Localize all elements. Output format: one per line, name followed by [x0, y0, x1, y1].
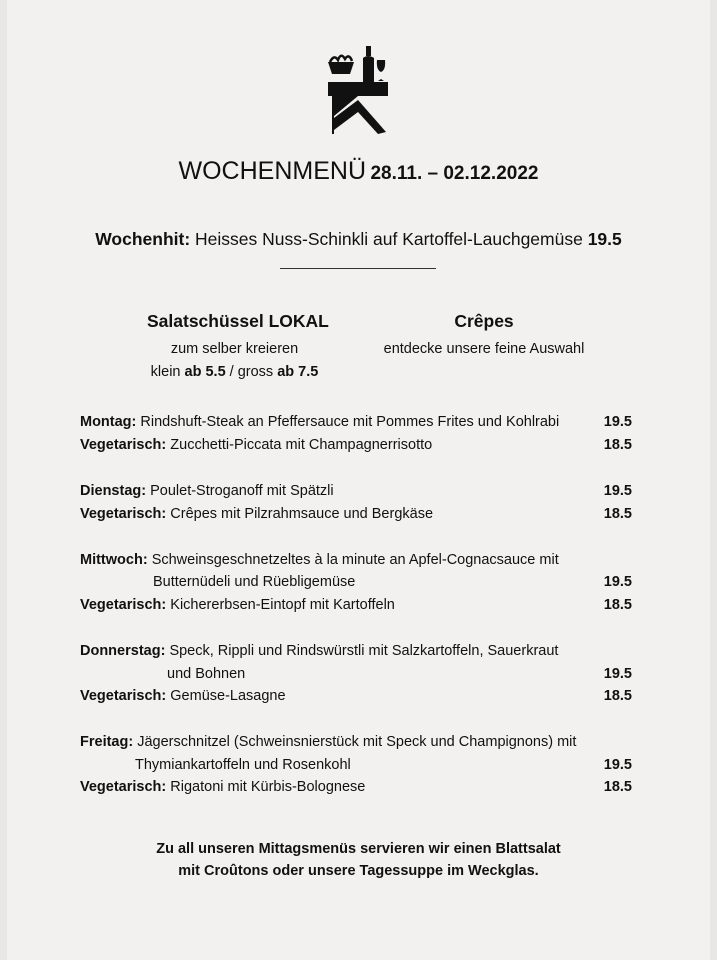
veg-label: Vegetarisch:	[80, 437, 167, 453]
day-price: 19.5	[603, 757, 632, 773]
veg-price: 18.5	[603, 506, 632, 522]
veg-dish: Rigatoni mit Kürbis-Bolognese	[170, 779, 366, 795]
salad-large-price: ab 7.5	[277, 364, 319, 380]
day-dish: Speck, Rippli und Rindswürstli mit Salzkartoffeln, Sauerkraut	[169, 643, 559, 659]
salad-small-label: klein	[150, 364, 181, 380]
day-dish-cont: und Bohnen	[167, 666, 246, 682]
day-label: Freitag:	[80, 734, 134, 750]
salad-prices	[147, 361, 322, 384]
veg-dish: Zucchetti-Piccata mit Champagnerrisotto	[170, 437, 433, 453]
day-price: 19.5	[603, 574, 632, 590]
salad-sub: zum selber kreieren	[170, 341, 299, 357]
salad-small-price: ab 5.5	[184, 364, 226, 380]
veg-row-mittwoch	[80, 597, 632, 617]
veg-row-donnerstag	[80, 688, 632, 708]
menu-page	[7, 0, 710, 960]
day-price: 19.5	[603, 414, 632, 430]
day-row-mittwoch-cont	[80, 574, 632, 594]
veg-dish: Crêpes mit Pilzrahmsauce und Bergkäse	[170, 506, 434, 522]
title-dates: 28.11. – 02.12.2022	[370, 163, 539, 184]
veg-row-dienstag	[80, 506, 632, 526]
day-row-dienstag	[80, 483, 632, 503]
day-row-donnerstag-cont	[80, 666, 632, 686]
day-dish-cont: Butternüdeli und Rüebligemüse	[153, 574, 356, 590]
day-label: Mittwoch:	[80, 552, 148, 568]
veg-label: Vegetarisch:	[80, 688, 167, 704]
title-text: WOCHENMENÜ	[178, 157, 367, 185]
veg-price: 18.5	[603, 779, 632, 795]
day-dish: Schweinsgeschnetzeltes à la minute an Apfel-Cognacsauce mit	[151, 552, 559, 568]
crepes-section	[378, 311, 590, 361]
weekly-hit	[0, 229, 717, 250]
veg-label: Vegetarisch:	[80, 597, 167, 613]
day-dish: Rindshuft-Steak an Pfeffersauce mit Pommes Frites und Kohlrabi	[140, 414, 560, 430]
veg-dish: Kichererbsen-Eintopf mit Kartoffeln	[170, 597, 395, 613]
crepes-sub: entdecke unsere feine Auswahl	[383, 341, 585, 357]
day-label: Dienstag:	[80, 483, 147, 499]
day-dish: Poulet-Stroganoff mit Spätzli	[150, 483, 334, 499]
day-row-mittwoch	[80, 552, 632, 572]
day-price: 19.5	[603, 483, 632, 499]
restaurant-logo-icon	[326, 44, 390, 136]
footer-note	[0, 838, 717, 882]
hit-label: Wochenhit:	[95, 229, 191, 249]
salad-title: Salatschüssel LOKAL	[147, 311, 329, 331]
day-dish-cont: Thymiankartoffeln und Rosenkohl	[135, 757, 351, 773]
day-label: Montag:	[80, 414, 137, 430]
day-row-freitag	[80, 734, 632, 754]
veg-row-montag	[80, 437, 632, 457]
footer-line-1: Zu all unseren Mittagsmenüs servieren wir einen Blattsalat	[156, 841, 561, 857]
veg-price: 18.5	[603, 597, 632, 613]
day-row-donnerstag	[80, 643, 632, 663]
veg-price: 18.5	[603, 688, 632, 704]
separator-rule	[280, 268, 436, 269]
salad-section	[147, 311, 329, 384]
veg-label: Vegetarisch:	[80, 779, 167, 795]
day-dish: Jägerschnitzel (Schweinsnierstück mit Speck und Champignons) mit	[137, 734, 577, 750]
day-label: Donnerstag:	[80, 643, 166, 659]
veg-row-freitag	[80, 779, 632, 799]
veg-label: Vegetarisch:	[80, 506, 167, 522]
day-row-freitag-cont	[80, 757, 632, 777]
hit-price: 19.5	[587, 229, 622, 249]
veg-dish: Gemüse-Lasagne	[170, 688, 286, 704]
day-price: 19.5	[603, 666, 632, 682]
hit-text: Heisses Nuss-Schinkli auf Kartoffel-Lauchgemüse	[195, 229, 583, 249]
footer-line-2: mit Croûtons oder unsere Tagessuppe im Weckglas.	[178, 863, 539, 879]
salad-divider: / gross	[229, 364, 274, 380]
page-title	[0, 157, 717, 186]
day-row-montag	[80, 414, 632, 434]
crepes-title: Crêpes	[454, 311, 514, 331]
veg-price: 18.5	[603, 437, 632, 453]
